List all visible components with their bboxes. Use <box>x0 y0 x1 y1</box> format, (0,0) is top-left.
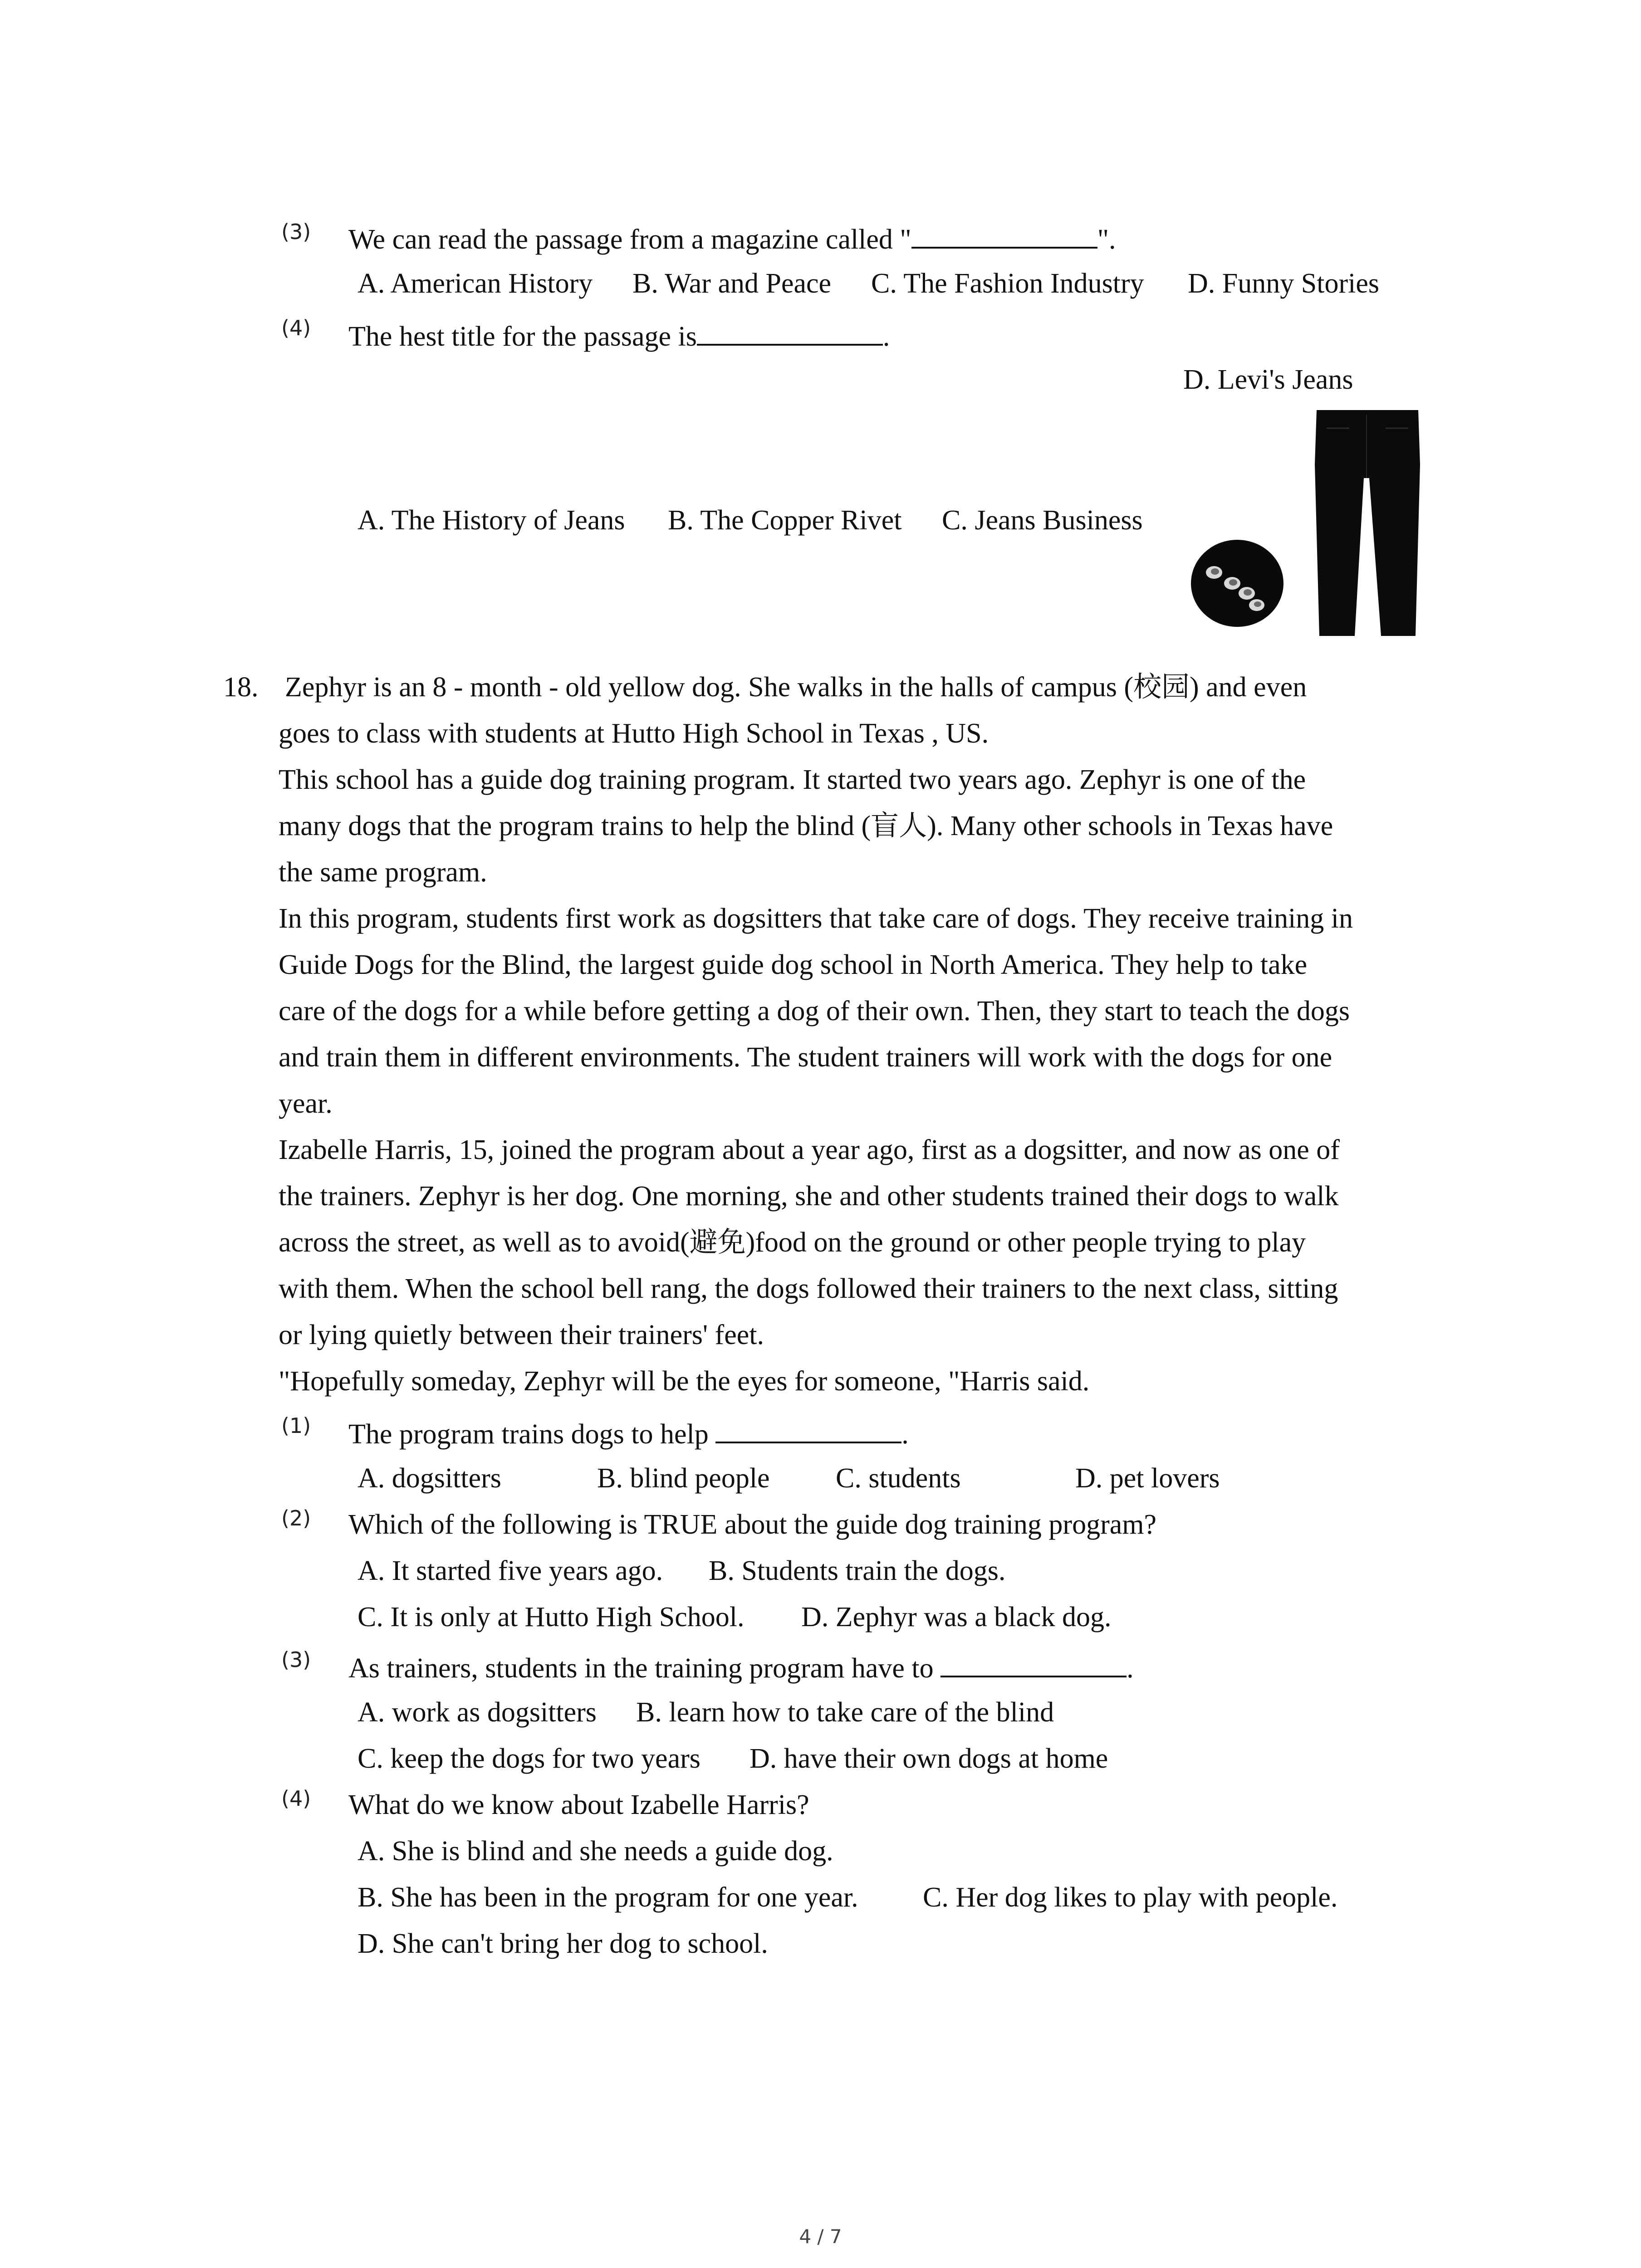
passage-line: "Hopefully someday, Zephyr will be the eyes for someone, "Harris said. <box>279 1366 1090 1397</box>
passage-line: across the street, as well as to avoid(避免)food on the ground or other people trying to play <box>279 1227 1306 1258</box>
option-b[interactable]: B. She has been in the program for one year. <box>358 1882 858 1913</box>
option-c[interactable]: C. Her dog likes to play with people. <box>923 1882 1338 1913</box>
option-d[interactable]: D. Funny Stories <box>1188 268 1379 299</box>
answer-blank[interactable] <box>715 1418 901 1443</box>
passage-line: In this program, students first work as dogsitters that take care of dogs. They receive training in <box>279 903 1353 934</box>
option-b[interactable]: B. The Copper Rivet <box>668 505 902 536</box>
passage-line: or lying quietly between their trainers' feet. <box>279 1320 764 1350</box>
page-number: 4 / 7 <box>799 2225 842 2248</box>
question-number: (1) <box>281 1413 311 1438</box>
question-stem: Which of the following is TRUE about the guide dog training program? <box>348 1509 1156 1540</box>
passage-line: the same program. <box>279 857 487 888</box>
option-d[interactable]: D. Zephyr was a black dog. <box>801 1602 1112 1633</box>
option-c[interactable]: C. keep the dogs for two years <box>358 1743 700 1774</box>
question-stem: We can read the passage from a magazine called " ". <box>348 224 1116 255</box>
option-c[interactable]: C. students <box>836 1463 961 1494</box>
passage-line: Zephyr is an 8 - month - old yellow dog. She walks in the halls of campus (校园) and even <box>285 672 1307 703</box>
option-a[interactable]: A. She is blind and she needs a guide dog. <box>358 1836 833 1867</box>
passage-line: care of the dogs for a while before getting a dog of their own. Then, they start to teach the dogs <box>279 996 1350 1026</box>
question-stem: The program trains dogs to help . <box>348 1419 909 1450</box>
question-number: 18. <box>223 672 259 703</box>
question-stem: The hest title for the passage is . <box>348 321 890 352</box>
option-d[interactable]: D. She can't bring her dog to school. <box>358 1928 768 1959</box>
question-stem: What do we know about Izabelle Harris? <box>348 1789 809 1820</box>
option-d[interactable]: D. pet lovers <box>1075 1463 1220 1494</box>
option-b[interactable]: B. learn how to take care of the blind <box>636 1697 1054 1728</box>
question-number: (3) <box>281 1647 311 1672</box>
option-a[interactable]: A. work as dogsitters <box>358 1697 597 1728</box>
option-b[interactable]: B. War and Peace <box>632 268 832 299</box>
option-a[interactable]: A. The History of Jeans <box>358 505 625 536</box>
question-number: (3) <box>281 220 311 244</box>
option-a[interactable]: A. American History <box>358 268 593 299</box>
passage-line: and train them in different environments. The student trainers will work with the dogs for one <box>279 1042 1332 1073</box>
passage-line: the trainers. Zephyr is her dog. One morning, she and other students trained their dogs to walk <box>279 1181 1339 1212</box>
answer-blank[interactable] <box>941 1652 1127 1677</box>
jeans-image <box>1313 410 1422 637</box>
option-a[interactable]: A. It started five years ago. <box>358 1555 663 1586</box>
passage-line: Izabelle Harris, 15, joined the program about a year ago, first as a dogsitter, and now as one of <box>279 1134 1340 1165</box>
question-stem: As trainers, students in the training program have to . <box>348 1653 1134 1684</box>
option-d[interactable]: D. Levi's Jeans <box>1183 364 1353 395</box>
option-c[interactable]: C. The Fashion Industry <box>871 268 1144 299</box>
option-b[interactable]: B. blind people <box>597 1463 770 1494</box>
passage-line: with them. When the school bell rang, the dogs followed their trainers to the next class, sitting <box>279 1273 1338 1304</box>
option-c[interactable]: C. It is only at Hutto High School. <box>358 1602 745 1633</box>
question-number: (2) <box>281 1506 311 1530</box>
answer-blank[interactable] <box>911 223 1097 249</box>
passage-line: year. <box>279 1088 333 1119</box>
passage-line: This school has a guide dog training program. It started two years ago. Zephyr is one of the <box>279 764 1306 795</box>
passage-line: Guide Dogs for the Blind, the largest guide dog school in North America. They help to take <box>279 949 1308 980</box>
passage-line: goes to class with students at Hutto High School in Texas , US. <box>279 718 989 749</box>
option-a[interactable]: A. dogsitters <box>358 1463 501 1494</box>
passage-line: many dogs that the program trains to help the blind (盲人). Many other schools in Texas have <box>279 811 1333 841</box>
question-number: (4) <box>281 1786 311 1811</box>
answer-blank[interactable] <box>697 320 883 346</box>
option-b[interactable]: B. Students train the dogs. <box>709 1555 1006 1586</box>
option-d[interactable]: D. have their own dogs at home <box>749 1743 1108 1774</box>
question-number: (4) <box>281 316 311 340</box>
option-c[interactable]: C. Jeans Business <box>942 505 1143 536</box>
copper-rivet-image <box>1189 538 1286 629</box>
